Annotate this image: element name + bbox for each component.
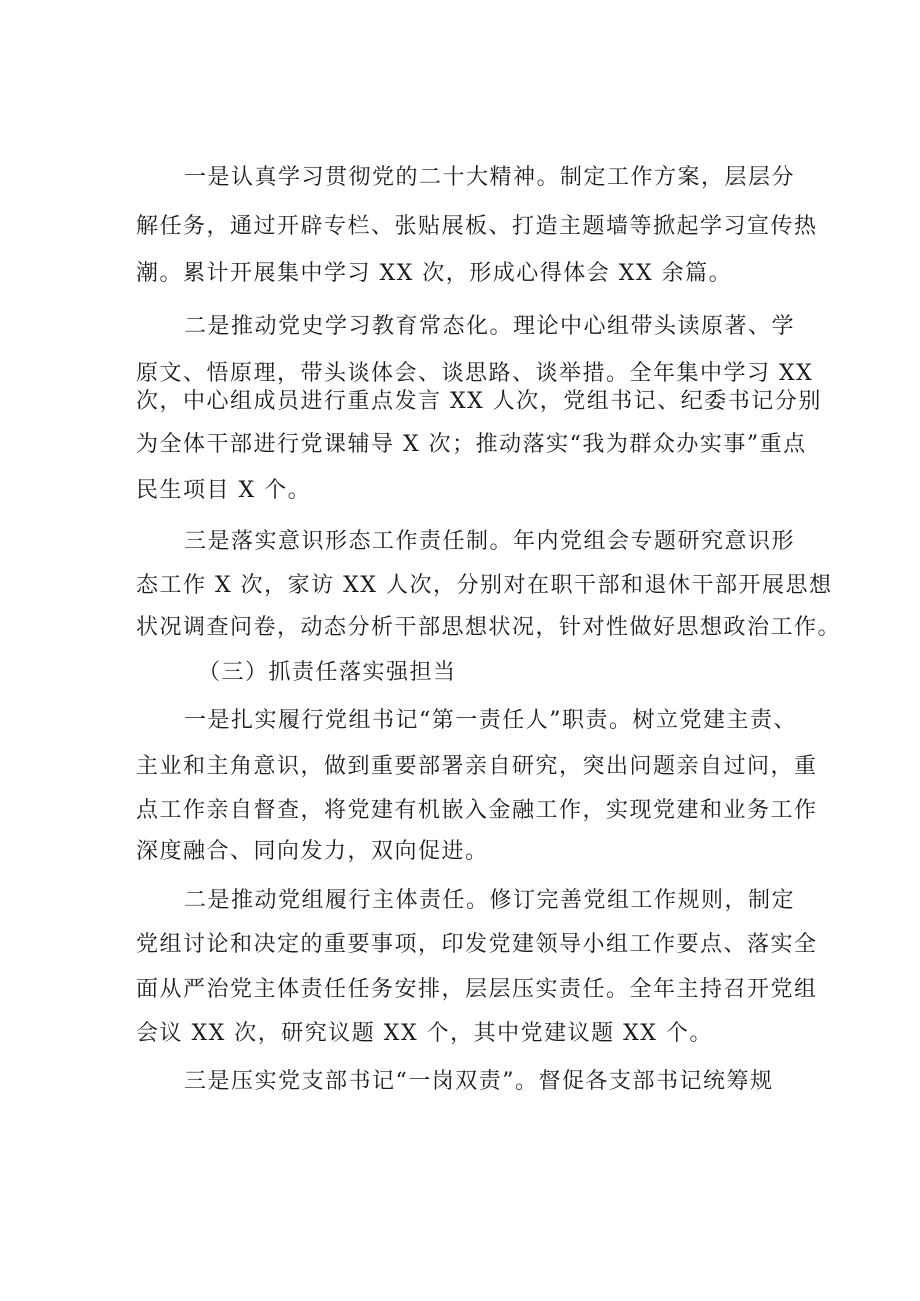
paragraph-2-line-3: 次，中心组成员进行重点发言 XX 人次，党组书记、纪委书记分别 <box>136 389 822 414</box>
paragraph-4-line-4: 深度融合、同向发力，双向促进。 <box>136 839 489 864</box>
paragraph-4-line-2: 主业和主角意识，做到重要部署亲自研究，突出问题亲自过问，重 <box>136 754 818 779</box>
paragraph-5-line-2: 党组讨论和决定的重要事项，印发党建领导小组工作要点、落实全 <box>136 932 818 957</box>
paragraph-4-line-3: 点工作亲自督查，将党建有机嵌入金融工作，实现党建和业务工作 <box>136 798 818 823</box>
paragraph-2-line-4: 为全体干部进行党课辅导 X 次；推动落实“我为群众办实事”重点 <box>136 432 807 457</box>
paragraph-3-line-2: 态工作 X 次，家访 XX 人次，分别对在职干部和退休干部开展思想 <box>136 573 833 598</box>
paragraph-1-line-1: 一是认真学习贯彻党的二十大精神。制定工作方案，层层分 <box>184 165 796 190</box>
paragraph-5-line-3: 面从严治党主体责任任务安排，层层压实责任。全年主持召开党组 <box>136 977 818 1002</box>
paragraph-5-line-4: 会议 XX 次，研究议题 XX 个，其中党建议题 XX 个。 <box>136 1021 713 1046</box>
paragraph-6-line-1: 三是压实党支部书记“一岗双责”。督促各支部书记统筹规 <box>184 1069 774 1094</box>
paragraph-2-line-2: 原文、悟原理，带头谈体会、谈思路、谈举措。全年集中学习 XX <box>136 361 814 386</box>
paragraph-5-line-1: 二是推动党组履行主体责任。修订完善党组工作规则，制定 <box>184 888 796 913</box>
paragraph-3-line-1: 三是落实意识形态工作责任制。年内党组会专题研究意识形 <box>184 529 796 554</box>
paragraph-2-line-5: 民生项目 X 个。 <box>136 478 312 503</box>
paragraph-4-line-1: 一是扎实履行党组书记“第一责任人”职责。树立党建主责、 <box>184 708 797 733</box>
paragraph-2-line-1: 二是推动党史学习教育常态化。理论中心组带头读原著、学 <box>184 314 796 339</box>
section-heading: （三）抓责任落实强担当 <box>198 660 457 685</box>
paragraph-1-line-2: 解任务，通过开辟专栏、张贴展板、打造主题墙等掀起学习宣传热 <box>136 214 818 239</box>
paragraph-3-line-3: 状况调查问卷，动态分析干部思想状况，针对性做好思想政治工作。 <box>136 615 842 640</box>
paragraph-1-line-3: 潮。累计开展集中学习 XX 次，形成心得体会 XX 余篇。 <box>136 261 733 286</box>
